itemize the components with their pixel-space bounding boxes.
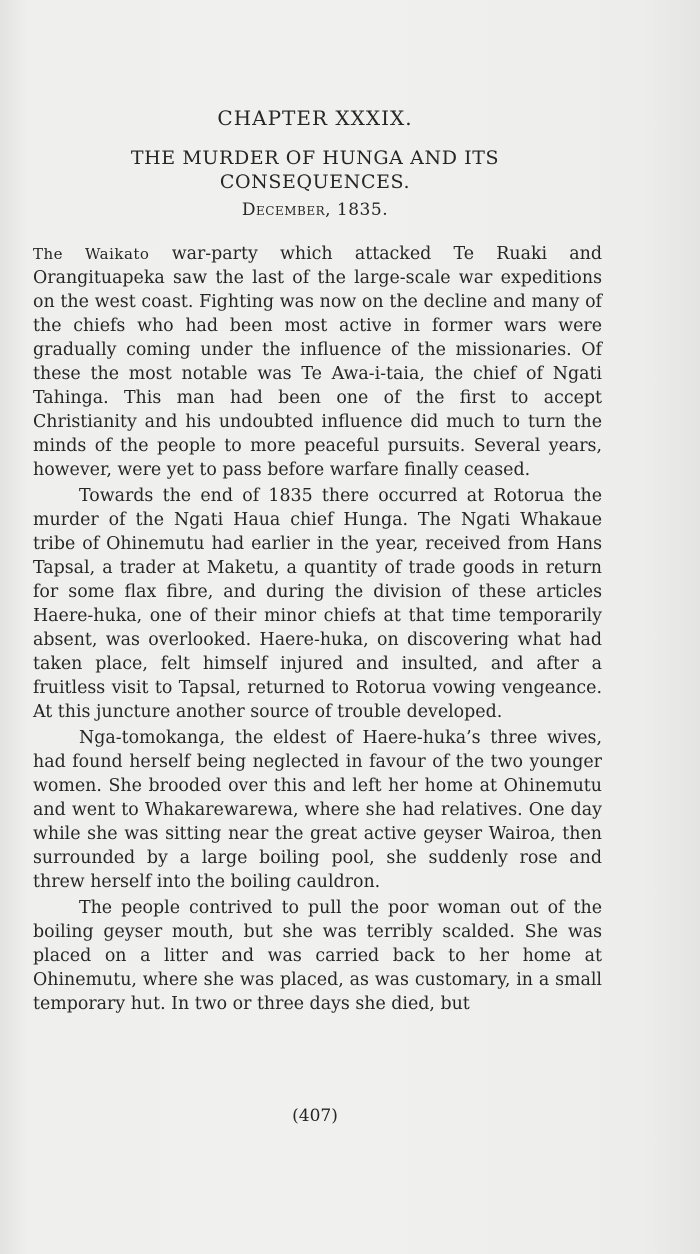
paragraph-1 xyxy=(33,242,602,482)
page-number: (407) xyxy=(292,1106,338,1126)
paragraph-3: Nga-tomokanga, the eldest of Haere-huka’s three wives, had found herself being neglected in favour of the two younger women. She brooded over this and left her home at Ohinemutu and went to Whakarewarewa, where she had relatives. One day while she was sitting near the great active geyser Wairoa, then surrounded by a large boiling pool, she suddenly rose and threw herself into the boiling cauldron. xyxy=(33,728,602,892)
paragraph-4: The people contrived to pull the poor woman out of the boiling geyser mouth, but she was terribly scalded. She was placed on a litter and was carried back to her home at Ohinemutu, where she was placed, as was customary, in a small temporary hut. In two or three days she died, but xyxy=(33,898,602,1014)
paragraph-1-lead: The Waikato xyxy=(33,245,150,263)
chapter-heading: CHAPTER XXXIX. xyxy=(217,106,413,130)
chapter-title xyxy=(0,146,630,194)
chapter-date-text: December, 1835. xyxy=(241,200,389,220)
paragraph-1-text: war-party which attacked Te Ruaki and Orangituapeka saw the last of the large-scale war expeditions on the west coast. Fighting was now on the decline and many of the chiefs who had been most active in former wars were gradually coming under the influence of the missionaries. Of these the most notable was Te Awa-i-taia, the chief of Ngati Tahinga. This man had been one of the first to accept Christianity and his undoubted influence did much to turn the minds of the people to more peaceful pursuits. Several years, however, were yet to pass before warfare finally ceased. xyxy=(33,244,602,480)
chapter-date xyxy=(0,200,630,220)
paragraph-2: Towards the end of 1835 there occurred at Rotorua the murder of the Ngati Haua chief Hunga. The Ngati Whakaue tribe of Ohinemutu had earlier in the year, received from Hans Tapsal, a trader at Maketu, a quantity of trade goods in return for some flax fibre, and during the division of these articles Haere-huka, one of their minor chiefs at that time temporarily absent, was overlooked. Haere-huka, on discovering what had taken place, felt himself injured and insulted, and after a fruitless visit to Tapsal, returned to Rotorua vowing vengeance. At this juncture another source of trouble developed. xyxy=(33,486,602,722)
chapter-title-line-2: CONSEQUENCES. xyxy=(219,171,411,193)
body-text xyxy=(33,242,602,1018)
chapter-title-line-1: THE MURDER OF HUNGA AND ITS xyxy=(130,147,500,169)
